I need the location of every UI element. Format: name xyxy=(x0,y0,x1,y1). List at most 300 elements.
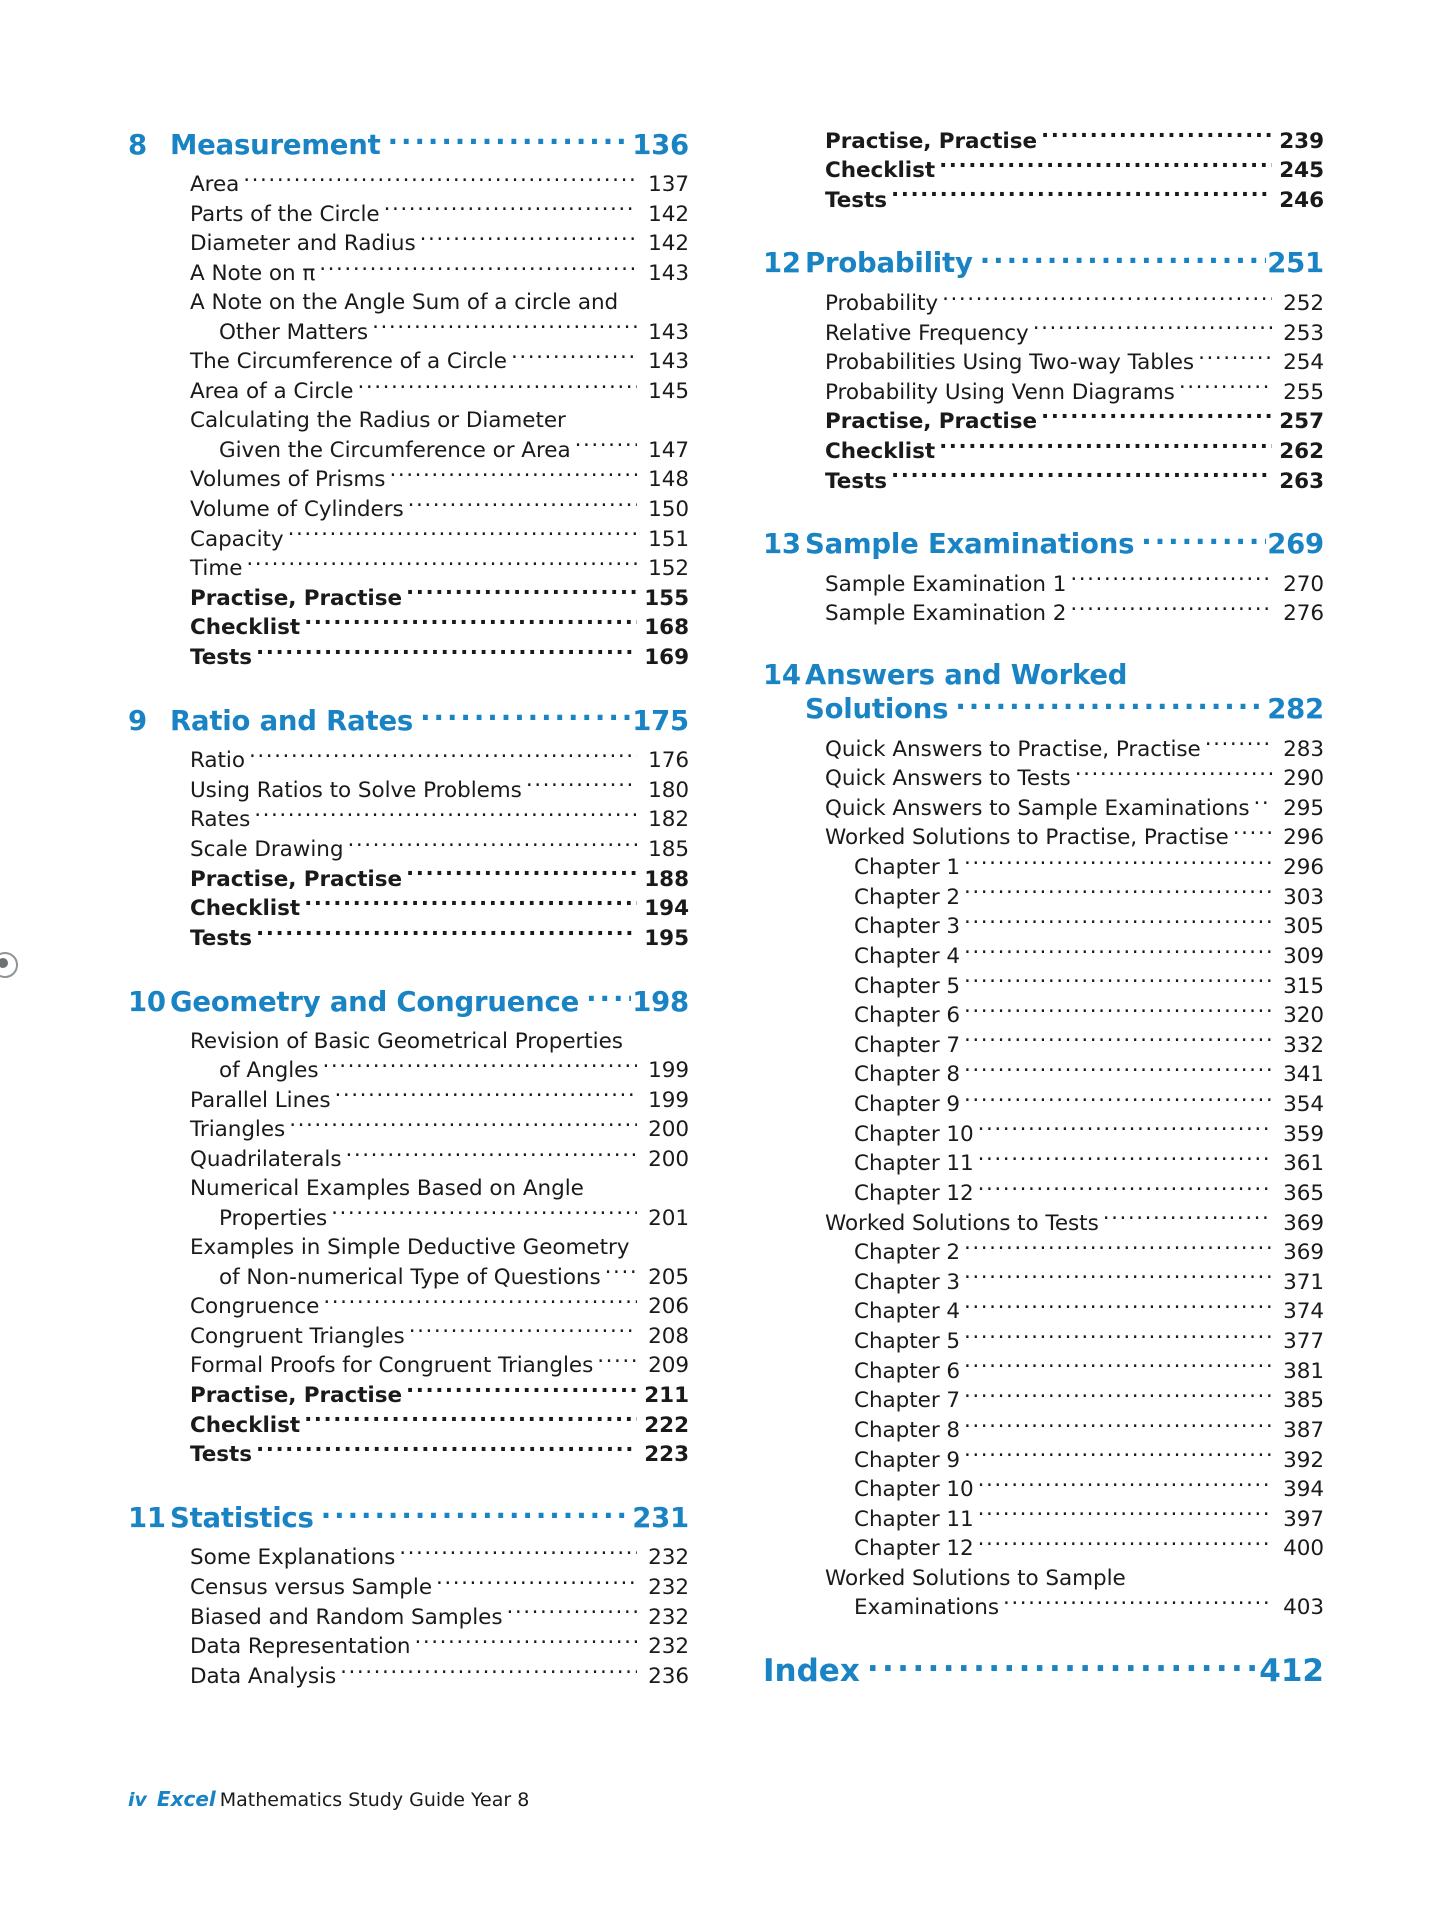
toc-entry-page: 315 xyxy=(1283,973,1324,999)
chapter-title: Statistics xyxy=(170,1501,314,1534)
dot-leader xyxy=(1075,764,1272,786)
toc-entry-label: Practise, Practise xyxy=(190,585,403,611)
dot-leader xyxy=(964,1030,1272,1052)
dot-leader xyxy=(415,1632,637,1654)
dot-leader xyxy=(256,1440,637,1462)
toc-entry-page: 361 xyxy=(1283,1151,1324,1177)
dot-leader xyxy=(406,864,637,886)
dot-leader xyxy=(964,1445,1272,1467)
toc-entry xyxy=(825,407,1324,437)
toc-entry xyxy=(190,1203,689,1233)
page-footer xyxy=(128,1787,529,1811)
binder-hole-icon xyxy=(0,952,18,978)
chapter-title-wrap xyxy=(170,126,689,161)
toc-entry-label: Other Matters xyxy=(219,319,369,345)
toc-entry xyxy=(190,199,689,229)
toc-entry xyxy=(190,746,689,776)
dot-leader xyxy=(388,126,632,154)
dot-leader xyxy=(964,1090,1272,1112)
toc-entry xyxy=(825,1267,1324,1297)
toc-entry-page: 245 xyxy=(1279,158,1324,184)
toc-entry-page: 236 xyxy=(648,1663,689,1689)
toc-entry-page: 290 xyxy=(1283,766,1324,792)
toc-entry-page: 180 xyxy=(648,777,689,803)
toc-entry-page: 169 xyxy=(644,645,689,670)
toc-entry-label: Checklist xyxy=(190,896,301,922)
dot-leader xyxy=(334,1085,637,1107)
toc-entry-label: of Non-numerical Type of Questions xyxy=(219,1264,601,1290)
chapter-title: Sample Examinations xyxy=(805,528,1135,561)
toc-entry-label: Tests xyxy=(825,468,888,494)
toc-entry-label: Chapter 9 xyxy=(854,1092,961,1117)
toc-entry-page: 394 xyxy=(1283,1477,1324,1503)
toc-left-column xyxy=(128,126,689,1691)
toc-entry-page: 232 xyxy=(648,1634,689,1660)
book-title-label: Mathematics Study Guide Year 8 xyxy=(219,1789,530,1811)
toc-entry-label: Congruence xyxy=(190,1294,320,1320)
toc-entry-page: 232 xyxy=(648,1575,689,1600)
toc-entry xyxy=(190,1233,689,1262)
dot-leader xyxy=(964,1356,1272,1378)
toc-entry-page: 199 xyxy=(648,1087,689,1113)
toc-entry xyxy=(825,853,1324,883)
toc-entry-label: Calculating the Radius or Diameter xyxy=(190,408,566,433)
toc-entry xyxy=(825,1149,1324,1179)
dot-leader xyxy=(1205,734,1272,756)
toc-entry-page: 253 xyxy=(1283,320,1324,346)
toc-entry-label: Probability xyxy=(825,290,939,316)
continued-entry-list xyxy=(825,126,1324,215)
toc-entry xyxy=(825,1327,1324,1357)
toc-entry xyxy=(190,1602,689,1632)
toc-entry-label: Practise, Practise xyxy=(825,409,1038,435)
dot-leader xyxy=(955,691,1266,719)
toc-entry-page: 142 xyxy=(648,201,689,227)
dot-leader xyxy=(964,971,1272,993)
toc-entry-label: Tests xyxy=(190,1442,253,1468)
toc-entry xyxy=(825,126,1324,156)
toc-entry xyxy=(825,1238,1324,1268)
toc-entry-label: Chapter 2 xyxy=(854,884,961,910)
dot-leader xyxy=(1141,526,1266,554)
toc-entry-label: The Circumference of a Circle xyxy=(190,349,507,375)
toc-entry-page: 374 xyxy=(1283,1299,1324,1325)
dot-leader xyxy=(399,1543,637,1565)
chapter-heading[interactable] xyxy=(128,126,689,161)
toc-entry-page: 283 xyxy=(1283,736,1324,762)
toc-entry-page: 168 xyxy=(644,615,689,641)
toc-entry xyxy=(825,1504,1324,1534)
toc-entry-page: 341 xyxy=(1283,1062,1324,1088)
toc-entry xyxy=(190,406,689,435)
chapter-title-wrap xyxy=(170,1499,689,1534)
toc-entry-label: Quick Answers to Sample Examinations xyxy=(825,795,1250,821)
toc-entry-page: 208 xyxy=(648,1323,689,1349)
chapter-page: 136 xyxy=(632,128,689,161)
chapter-heading[interactable] xyxy=(763,659,1324,726)
toc-entry-page: 381 xyxy=(1283,1358,1324,1384)
dot-leader xyxy=(964,1327,1272,1349)
dot-leader xyxy=(891,185,1272,207)
toc-entry xyxy=(190,494,689,524)
toc-entry-label: Examinations xyxy=(854,1595,999,1621)
toc-entry-label: Time xyxy=(190,556,243,582)
dot-leader xyxy=(964,1386,1272,1408)
toc-entry-label: Chapter 3 xyxy=(854,1269,961,1295)
toc-entry-label: Congruent Triangles xyxy=(190,1323,405,1349)
dot-leader xyxy=(867,1650,1258,1681)
chapter-title-cont: Solutions xyxy=(805,693,949,725)
chapter-entry-list xyxy=(825,734,1324,1622)
toc-entry-page: 263 xyxy=(1279,468,1324,494)
dot-leader xyxy=(980,245,1266,273)
toc-entry-page: 185 xyxy=(648,837,689,862)
brand-label: Excel xyxy=(156,1787,216,1811)
toc-entry-label: Chapter 7 xyxy=(854,1032,961,1058)
toc-entry-page: 397 xyxy=(1283,1506,1324,1532)
toc-entry-label: Chapter 5 xyxy=(854,973,961,999)
toc-entry-page: 359 xyxy=(1283,1121,1324,1147)
toc-entry xyxy=(190,1440,689,1470)
toc-entry xyxy=(190,894,689,924)
toc-entry-page: 365 xyxy=(1283,1180,1324,1206)
dot-leader xyxy=(1254,793,1272,815)
chapter-number: 12 xyxy=(763,247,801,280)
toc-entry xyxy=(825,185,1324,215)
toc-entry xyxy=(190,805,689,835)
toc-entry-label: Worked Solutions to Sample xyxy=(825,1565,1126,1591)
toc-entry-page: 246 xyxy=(1279,187,1324,213)
chapter-title: Ratio and Rates xyxy=(170,704,414,737)
toc-entry-label: Census versus Sample xyxy=(190,1575,432,1600)
toc-entry xyxy=(190,1410,689,1440)
chapter-title: Geometry and Congruence xyxy=(170,985,580,1018)
toc-entry-page: 194 xyxy=(644,896,689,922)
toc-entry-page: 392 xyxy=(1283,1447,1324,1473)
chapter-number: 14 xyxy=(763,658,801,691)
toc-entry-page: 239 xyxy=(1279,128,1324,154)
dot-leader xyxy=(254,805,637,827)
toc-entry-page: 385 xyxy=(1283,1388,1324,1414)
toc-entry-page: 262 xyxy=(1279,439,1324,464)
toc-entry-label: Biased and Random Samples xyxy=(190,1604,503,1630)
toc-entry-label: Chapter 1 xyxy=(854,855,961,880)
chapter-number: 11 xyxy=(128,1501,166,1534)
toc-entry-label: Checklist xyxy=(825,158,936,184)
toc-entry-label: Capacity xyxy=(190,526,284,552)
toc-entry-page: 200 xyxy=(648,1117,689,1143)
toc-entry xyxy=(825,377,1324,407)
chapter-entry-list xyxy=(190,170,689,673)
toc-entry-label: Data Representation xyxy=(190,1634,411,1660)
chapter-entry-list xyxy=(190,746,689,953)
dot-leader xyxy=(964,1060,1272,1082)
toc-entry-page: 232 xyxy=(648,1545,689,1571)
toc-entry xyxy=(190,317,689,347)
toc-entry-label: Revision of Basic Geometrical Properties xyxy=(190,1028,623,1054)
chapter-heading[interactable] xyxy=(763,526,1324,561)
dot-leader xyxy=(964,882,1272,904)
toc-entry xyxy=(825,466,1324,496)
chapter-number: 10 xyxy=(128,985,166,1018)
toc-entry-label: Chapter 8 xyxy=(854,1062,961,1088)
toc-entry xyxy=(190,1573,689,1603)
toc-entry xyxy=(190,435,689,465)
chapter-title: Probability xyxy=(805,247,973,280)
toc-entry-page: 369 xyxy=(1283,1240,1324,1266)
dot-leader xyxy=(436,1573,637,1595)
toc-entry xyxy=(190,1381,689,1411)
dot-leader xyxy=(1070,569,1272,591)
toc-entry-page: 309 xyxy=(1283,943,1324,969)
index-page: 412 xyxy=(1259,1653,1324,1690)
toc-entry-label: Practise, Practise xyxy=(825,128,1038,154)
toc-entry xyxy=(825,288,1324,318)
toc-entry-page: 209 xyxy=(648,1353,689,1379)
toc-entry-label: Probabilities Using Two-way Tables xyxy=(825,350,1195,376)
dot-leader xyxy=(964,1415,1272,1437)
toc-entry xyxy=(825,318,1324,348)
toc-entry xyxy=(190,1027,689,1056)
toc-entry xyxy=(825,1534,1324,1564)
toc-entry-label: Diameter and Radius xyxy=(190,231,416,257)
toc-entry xyxy=(825,1119,1324,1149)
dot-leader xyxy=(321,1499,631,1527)
chapter-title-wrap xyxy=(805,526,1324,561)
folio-number: iv xyxy=(128,1789,147,1811)
chapter-title-wrap xyxy=(805,245,1324,280)
chapter-heading[interactable] xyxy=(128,1499,689,1534)
toc-entry xyxy=(825,1030,1324,1060)
toc-entry xyxy=(190,835,689,865)
toc-entry-label: Chapter 7 xyxy=(854,1388,961,1414)
toc-entry-page: 201 xyxy=(648,1205,689,1231)
toc-entry xyxy=(190,554,689,584)
toc-entry-label: Examples in Simple Deductive Geometry xyxy=(190,1234,630,1260)
toc-entry-label: Checklist xyxy=(825,439,936,464)
toc-entry xyxy=(825,971,1324,1001)
dot-leader xyxy=(978,1504,1272,1526)
toc-entry xyxy=(825,1386,1324,1416)
dot-leader xyxy=(964,1267,1272,1289)
toc-entry-page: 257 xyxy=(1279,409,1324,435)
dot-leader xyxy=(304,1410,637,1432)
toc-entry-page: 206 xyxy=(648,1294,689,1320)
chapter-title-wrap xyxy=(170,983,689,1018)
toc-entry-page: 155 xyxy=(644,585,689,611)
toc-entry-label: Numerical Examples Based on Angle xyxy=(190,1176,584,1202)
dot-leader xyxy=(304,894,637,916)
dot-leader xyxy=(964,1238,1272,1260)
toc-entry-label: Chapter 11 xyxy=(854,1151,974,1177)
toc-entry-page: 403 xyxy=(1283,1595,1324,1621)
dot-leader xyxy=(249,746,637,768)
toc-entry xyxy=(825,912,1324,942)
dot-leader xyxy=(256,643,637,665)
dot-leader xyxy=(978,1149,1272,1171)
chapter-page: 231 xyxy=(632,1501,689,1534)
chapter-title: Measurement xyxy=(170,128,381,161)
dot-leader xyxy=(1003,1593,1272,1615)
toc-entry-label: Parts of the Circle xyxy=(190,201,380,227)
chapter-entry-list xyxy=(825,569,1324,628)
dot-leader xyxy=(331,1203,637,1225)
toc-entry xyxy=(190,1543,689,1573)
toc-entry-page: 255 xyxy=(1283,379,1324,405)
chapter-page: 198 xyxy=(632,985,689,1018)
toc-entry-page: 176 xyxy=(648,748,689,774)
toc-entry-label: Formal Proofs for Congruent Triangles xyxy=(190,1353,594,1379)
toc-entry-label: Probability Using Venn Diagrams xyxy=(825,379,1175,405)
toc-entry xyxy=(825,1356,1324,1386)
toc-entry-label: Worked Solutions to Tests xyxy=(825,1210,1099,1236)
dot-leader xyxy=(1070,599,1272,621)
chapter-title: Answers and Worked xyxy=(805,658,1128,691)
index-heading[interactable] xyxy=(763,1650,1324,1689)
toc-entry xyxy=(825,1445,1324,1475)
dot-leader xyxy=(1179,377,1272,399)
chapter-page: 251 xyxy=(1267,247,1324,280)
toc-entry-label: Given the Circumference or Area xyxy=(219,437,571,463)
dot-leader xyxy=(246,554,637,576)
toc-entry-label: Chapter 5 xyxy=(854,1329,961,1354)
toc-entry xyxy=(190,775,689,805)
toc-entry xyxy=(825,569,1324,599)
chapter-page: 282 xyxy=(1267,693,1324,725)
toc-entry-page: 223 xyxy=(644,1442,689,1468)
toc-entry-page: 147 xyxy=(648,437,689,463)
toc-entry xyxy=(190,1145,689,1175)
toc-entry xyxy=(825,823,1324,853)
toc-entry xyxy=(825,156,1324,186)
toc-entry xyxy=(825,764,1324,794)
toc-entry-label: Data Analysis xyxy=(190,1663,337,1689)
toc-entry-page: 232 xyxy=(648,1604,689,1630)
toc-entry-page: 151 xyxy=(648,526,689,552)
toc-entry xyxy=(190,1262,689,1292)
chapter-heading[interactable] xyxy=(128,983,689,1018)
toc-entry-label: Using Ratios to Solve Problems xyxy=(190,777,522,803)
toc-entry-page: 295 xyxy=(1283,795,1324,821)
dot-leader xyxy=(340,1661,637,1683)
dot-leader xyxy=(891,466,1272,488)
toc-entry-label: Chapter 2 xyxy=(854,1240,961,1266)
chapter-entry-list xyxy=(825,288,1324,495)
toc-entry-label: Triangles xyxy=(190,1117,286,1143)
toc-entry xyxy=(190,583,689,613)
dot-leader xyxy=(420,702,631,730)
toc-entry-label: Area of a Circle xyxy=(190,378,354,404)
dot-leader xyxy=(526,775,637,797)
dot-leader xyxy=(964,853,1272,875)
chapter-heading[interactable] xyxy=(763,245,1324,280)
dot-leader xyxy=(939,437,1272,459)
toc-entry xyxy=(825,1415,1324,1445)
chapter-number: 9 xyxy=(128,704,147,737)
toc-entry-page: 205 xyxy=(648,1264,689,1290)
toc-entry xyxy=(190,1174,689,1203)
chapter-entry-list xyxy=(190,1027,689,1470)
toc-entry-label: Quadrilaterals xyxy=(190,1147,342,1172)
toc-entry xyxy=(825,1593,1324,1623)
toc-entry-page: 200 xyxy=(648,1147,689,1172)
dot-leader xyxy=(408,494,637,516)
toc-entry-label: Some Explanations xyxy=(190,1545,396,1571)
toc-entry-label: Sample Examination 1 xyxy=(825,571,1067,597)
toc-entry-label: of Angles xyxy=(219,1058,319,1084)
toc-entry-page: 270 xyxy=(1283,571,1324,597)
toc-entry xyxy=(825,1178,1324,1208)
dot-leader xyxy=(964,912,1272,934)
toc-entry-label: Chapter 11 xyxy=(854,1506,974,1532)
toc-entry xyxy=(190,258,689,288)
chapter-entry-list xyxy=(190,1543,689,1691)
dot-leader xyxy=(289,1115,637,1137)
toc-entry xyxy=(825,1208,1324,1238)
toc-entry xyxy=(825,793,1324,823)
toc-entry-page: 303 xyxy=(1283,884,1324,910)
dot-leader xyxy=(964,941,1272,963)
toc-entry-label: Practise, Practise xyxy=(190,1383,403,1408)
index-label: Index xyxy=(763,1653,860,1690)
toc-entry-page: 182 xyxy=(648,807,689,833)
toc-entry xyxy=(825,734,1324,764)
chapter-heading[interactable] xyxy=(128,702,689,737)
toc-entry-label: Chapter 10 xyxy=(854,1121,974,1147)
toc-entry xyxy=(190,1085,689,1115)
toc-entry xyxy=(825,1060,1324,1090)
toc-entry-label: Volume of Cylinders xyxy=(190,496,404,522)
toc-columns xyxy=(128,126,1324,1691)
toc-entry-label: Chapter 12 xyxy=(854,1180,974,1206)
toc-entry xyxy=(190,288,689,317)
dot-leader xyxy=(575,435,637,457)
toc-entry xyxy=(190,347,689,377)
dot-leader xyxy=(243,170,637,192)
toc-entry-page: 137 xyxy=(648,172,689,197)
toc-entry xyxy=(190,1056,689,1086)
toc-entry-label: Volumes of Prisms xyxy=(190,467,386,493)
dot-leader xyxy=(978,1475,1272,1497)
toc-entry-label: Chapter 3 xyxy=(854,914,961,940)
toc-entry-label: Practise, Practise xyxy=(190,866,403,892)
toc-entry-page: 320 xyxy=(1283,1003,1324,1029)
toc-entry xyxy=(190,923,689,953)
dot-leader xyxy=(1041,126,1272,148)
toc-entry-page: 195 xyxy=(644,925,689,951)
toc-entry-page: 296 xyxy=(1283,825,1324,851)
toc-entry xyxy=(825,1090,1324,1120)
toc-entry xyxy=(825,882,1324,912)
dot-leader xyxy=(939,156,1272,178)
toc-entry-label: Quick Answers to Tests xyxy=(825,766,1071,792)
toc-entry-label: Tests xyxy=(825,187,888,213)
toc-entry-label: Chapter 8 xyxy=(854,1417,961,1443)
chapter-page: 175 xyxy=(632,704,689,737)
toc-entry-label: Chapter 6 xyxy=(854,1358,961,1384)
toc-entry-page: 145 xyxy=(648,378,689,404)
dot-leader xyxy=(605,1262,637,1284)
toc-entry xyxy=(825,348,1324,378)
dot-leader xyxy=(323,1292,637,1314)
toc-entry-page: 143 xyxy=(648,319,689,345)
dot-leader xyxy=(304,613,637,635)
toc-entry-page: 222 xyxy=(644,1412,689,1438)
toc-entry xyxy=(190,524,689,554)
toc-entry-page: 152 xyxy=(648,556,689,582)
dot-leader xyxy=(323,1056,638,1078)
toc-entry-label: Worked Solutions to Practise, Practise xyxy=(825,825,1229,851)
